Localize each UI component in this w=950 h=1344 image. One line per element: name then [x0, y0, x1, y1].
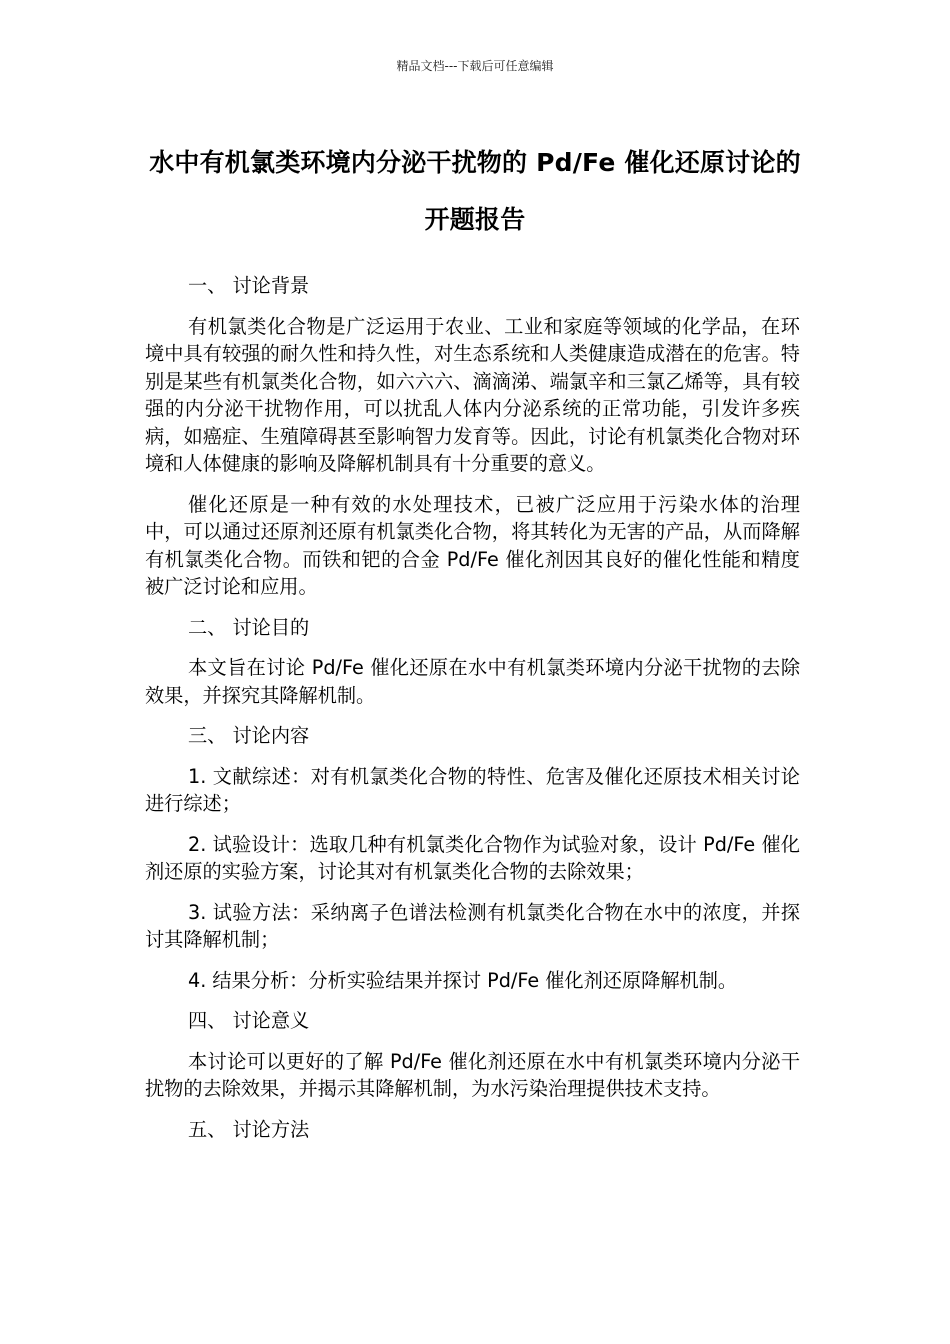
section-heading-significance: 四、 讨论意义 [188, 1009, 310, 1032]
section-heading-content: 三、 讨论内容 [188, 724, 310, 747]
content-item-1: 1. 文献综述：对有机氯类化合物的特性、危害及催化还原技术相关讨论进行综述； [145, 764, 800, 815]
header-note: 精品文档---下载后可任意编辑 [396, 59, 554, 73]
purpose-paragraph: 本文旨在讨论 Pd/Fe 催化还原在水中有机氯类环境内分泌干扰物的去除效果，并探究其降解机制。 [145, 656, 800, 707]
document-body [145, 272, 800, 1156]
section-heading-background: 一、 讨论背景 [188, 274, 310, 297]
background-paragraph-2: 催化还原是一种有效的水处理技术，已被广泛应用于污染水体的治理中，可以通过还原剂还原有机氯类化合物，将其转化为无害的产品，从而降解有机氯类化合物。而铁和钯的合金 Pd/Fe 催化剂因其良好的催化性能和精度被广泛讨论和应用。 [145, 492, 800, 598]
background-paragraph-1: 有机氯类化合物是广泛运用于农业、工业和家庭等领域的化学品，在环境中具有较强的耐久性和持久性，对生态系统和人类健康造成潜在的危害。特别是某些有机氯类化合物，如六六六、滴滴涕、端氯辛和三氯乙烯等，具有较强的内分泌干扰物作用，可以扰乱人体内分泌系统的正常功能，引发许多疾病，如癌症、生殖障碍甚至影响智力发育等。因此，讨论有机氯类化合物对环境和人体健康的影响及降解机制具有十分重要的意义。 [145, 314, 800, 475]
section-heading-purpose: 二、 讨论目的 [188, 615, 310, 639]
content-item-4: 4. 结果分析：分析实验结果并探讨 Pd/Fe 催化剂还原降解机制。 [188, 968, 738, 992]
significance-paragraph: 本讨论可以更好的了解 Pd/Fe 催化剂还原在水中有机氯类环境内分泌干扰物的去除效果，并揭示其降解机制，为水污染治理提供技术支持。 [145, 1049, 800, 1100]
content-item-3: 3. 试验方法：采纳离子色谱法检测有机氯类化合物在水中的浓度，并探讨其降解机制； [145, 900, 800, 951]
section-heading-method: 五、 讨论方法 [188, 1117, 310, 1141]
content-item-2: 2. 试验设计：选取几种有机氯类化合物作为试验对象，设计 Pd/Fe 催化剂还原的实验方案，讨论其对有机氯类化合物的去除效果； [145, 832, 800, 883]
document-title: 水中有机氯类环境内分泌干扰物的 Pd/Fe 催化还原讨论的开题报告 [149, 148, 801, 234]
